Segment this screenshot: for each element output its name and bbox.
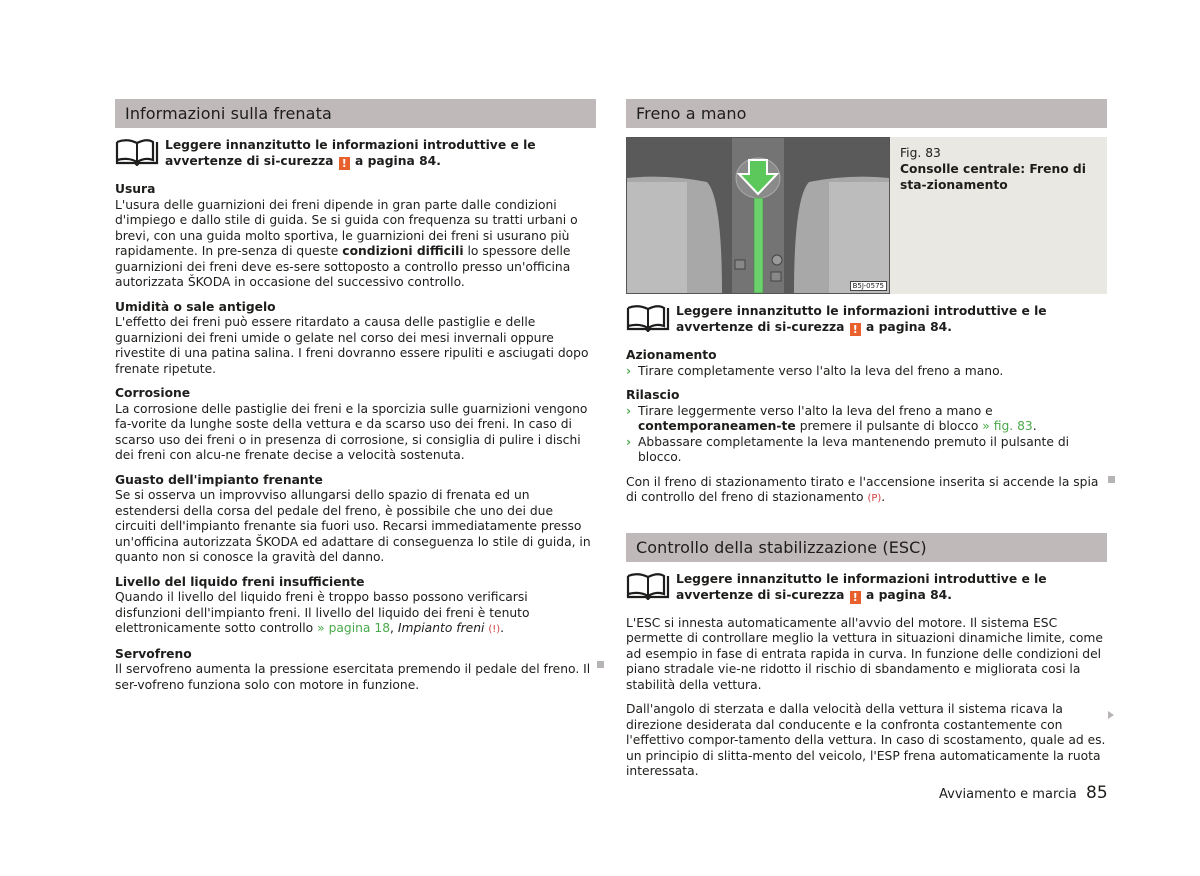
list-item: › Abbassare completamente la leva mantenendo premuto il pulsante di blocco. xyxy=(626,434,1070,464)
section-umidita: Umidità o sale antigelo L'effetto dei freni può essere ritardato a causa delle pastiglie e delle guarnizioni dei freni umide o gelate nel corso dei mesi invernali oppure rivestite di una patina salina. I freni dovranno essere ripuliti e asciugati dopo frenate ripetute. xyxy=(115,299,589,376)
page-number: 85 xyxy=(1086,783,1108,803)
book-icon xyxy=(626,304,670,332)
parking-brake-paragraph: Con il freno di stazionamento tirato e l'accensione inserita si accende la spia di controllo del freno di stazionamento (P). xyxy=(626,474,1099,504)
book-icon xyxy=(115,138,159,166)
continue-arrow-icon xyxy=(1108,711,1114,719)
warning-icon: ! xyxy=(850,591,861,604)
chapter-title: Avviamento e marcia xyxy=(939,787,1077,802)
read-first-note: Leggere innanzitutto le informazioni introduttive e le avvertenze di si-curezza ! a pagina 84. xyxy=(626,303,1107,336)
section-corrosione: Corrosione La corrosione delle pastiglie dei freni e la sporcizia sulle guarnizioni vengono fa-vorite da lunghe soste della vettura e da scarso uso dei freni. In caso di scarso uso dei freni o in presenza di corrosione, si consiglia di pulire i dischi dei freni con alcu-ne frenate decise a velocità sostenuta. xyxy=(115,386,588,462)
book-icon xyxy=(626,572,670,600)
chevron-right-icon: › xyxy=(626,434,632,449)
page-reference-link[interactable]: a pagina 84. xyxy=(866,587,952,602)
section-usura: Usura L'usura delle guarnizioni dei freni dipende in gran parte dalle condizioni d'impiego e dallo stile di guida. Se si guida con frequenza su tratti urbani o brevi, con una guida molto sportiva, le guarnizioni dei freni si usurano più rapidamente. In pre-senza di queste condizioni difficili lo spessore delle guarnizioni dei freni deve es-sere sottoposto a controllo presso un'officina autorizzata ŠKODA in occasione del successivo controllo. xyxy=(115,182,578,289)
esc-paragraph-1: L'ESC si innesta automaticamente all'avvio del motore. Il sistema ESC permette di controllare meglio la vettura in situazioni dinamiche limite, come ad esempio in fase di entrata rapida in curva. In funzione delle condizioni del piano stradale vie-ne ridotto il rischio di sbandamento e migliorata cosi la stabilità della vettura. xyxy=(626,615,1103,692)
right-column xyxy=(626,99,1107,780)
page-reference-link[interactable]: a pagina 84. xyxy=(866,320,952,334)
section-rilascio: Rilascio › Tirare leggermente verso l'alto la leva del freno a mano e contemporaneamen-te premere il pulsante di blocco » fig. 83. › Abbassare completamente la leva mantenendo premuto il pulsante di blocco. xyxy=(626,388,1107,466)
brake-warning-icon: (!) xyxy=(488,624,501,635)
list-item: › Tirare leggermente verso l'alto la leva del freno a mano e contemporaneamen-te premere il pulsante di blocco » fig. 83. xyxy=(626,403,1037,433)
left-column xyxy=(115,99,596,693)
handbrake-illustration xyxy=(626,137,890,294)
section-guasto: Guasto dell'impianto frenante Se si osserva un improvviso allungarsi dello spazio di frenata ed un estendersi della corsa del pedale del freno, è possibile che uno dei due circuiti dell'impianto frenante sia fuori uso. Recarsi immediatamente presso un'officina autorizzata ŠKODA ed adattare di conseguenza lo stile di guida, in quanto non si conosce la gravità del danno. xyxy=(115,472,591,564)
figure-83 xyxy=(626,137,1107,294)
page-reference-link[interactable]: a pagina 84. xyxy=(355,154,441,168)
list-item: › Tirare completamente verso l'alto la leva del freno a mano. xyxy=(626,363,1004,378)
figure-code: B5J-0575 xyxy=(850,281,887,291)
esc-paragraph-2: Dall'angolo di sterzata e dalla velocità della vettura il sistema ricava la direzione desiderata dal conducente e la confronta costantemente con l'effettivo compor-tamento della vettura. In caso di scostamento, quale ad es. un principio di slitta-mento del veicolo, l'ESP frena automaticamente la ruota interessata. xyxy=(626,702,1106,778)
section-livello-liquido: Livello del liquido freni insufficiente Quando il livello del liquido freni è troppo basso possono verificarsi disfunzioni dell'impianto freni. Il livello del liquido dei freni è tenuto elettronicamente sotto controllo » pagina 18, Impianto freni (!). xyxy=(115,574,530,635)
section-end-marker xyxy=(597,661,604,668)
section-heading-braking-info: Informazioni sulla frenata xyxy=(115,99,596,128)
read-first-note: Leggere innanzitutto le informazioni introduttive e le avvertenze di si-curezza ! a pagina 84. xyxy=(626,571,1107,604)
section-azionamento: Azionamento › Tirare completamente verso l'alto la leva del freno a mano. xyxy=(626,348,1107,379)
section-end-marker xyxy=(1108,476,1115,483)
section-heading-handbrake: Freno a mano xyxy=(626,99,1107,128)
parking-brake-warning-icon: (P) xyxy=(867,493,882,504)
section-heading-esc: Controllo della stabilizzazione (ESC) xyxy=(626,533,1107,562)
figure-caption: Fig. 83 Consolle centrale: Freno di sta-zionamento xyxy=(900,146,1086,192)
fig-83-link[interactable]: » fig. 83 xyxy=(982,419,1033,433)
warning-icon: ! xyxy=(850,323,861,336)
section-servofreno: Servofreno Il servofreno aumenta la pressione esercitata premendo il pedale del freno. Il ser-vofreno funziona solo con motore in funzione. xyxy=(115,646,591,692)
warning-icon: ! xyxy=(339,157,350,170)
page-18-link[interactable]: » pagina 18 xyxy=(317,621,391,635)
chevron-right-icon: › xyxy=(626,363,632,378)
chevron-right-icon: › xyxy=(626,403,632,418)
read-first-note: Leggere innanzitutto le informazioni introduttive e le avvertenze di si-curezza ! a pagina 84. xyxy=(115,137,596,170)
